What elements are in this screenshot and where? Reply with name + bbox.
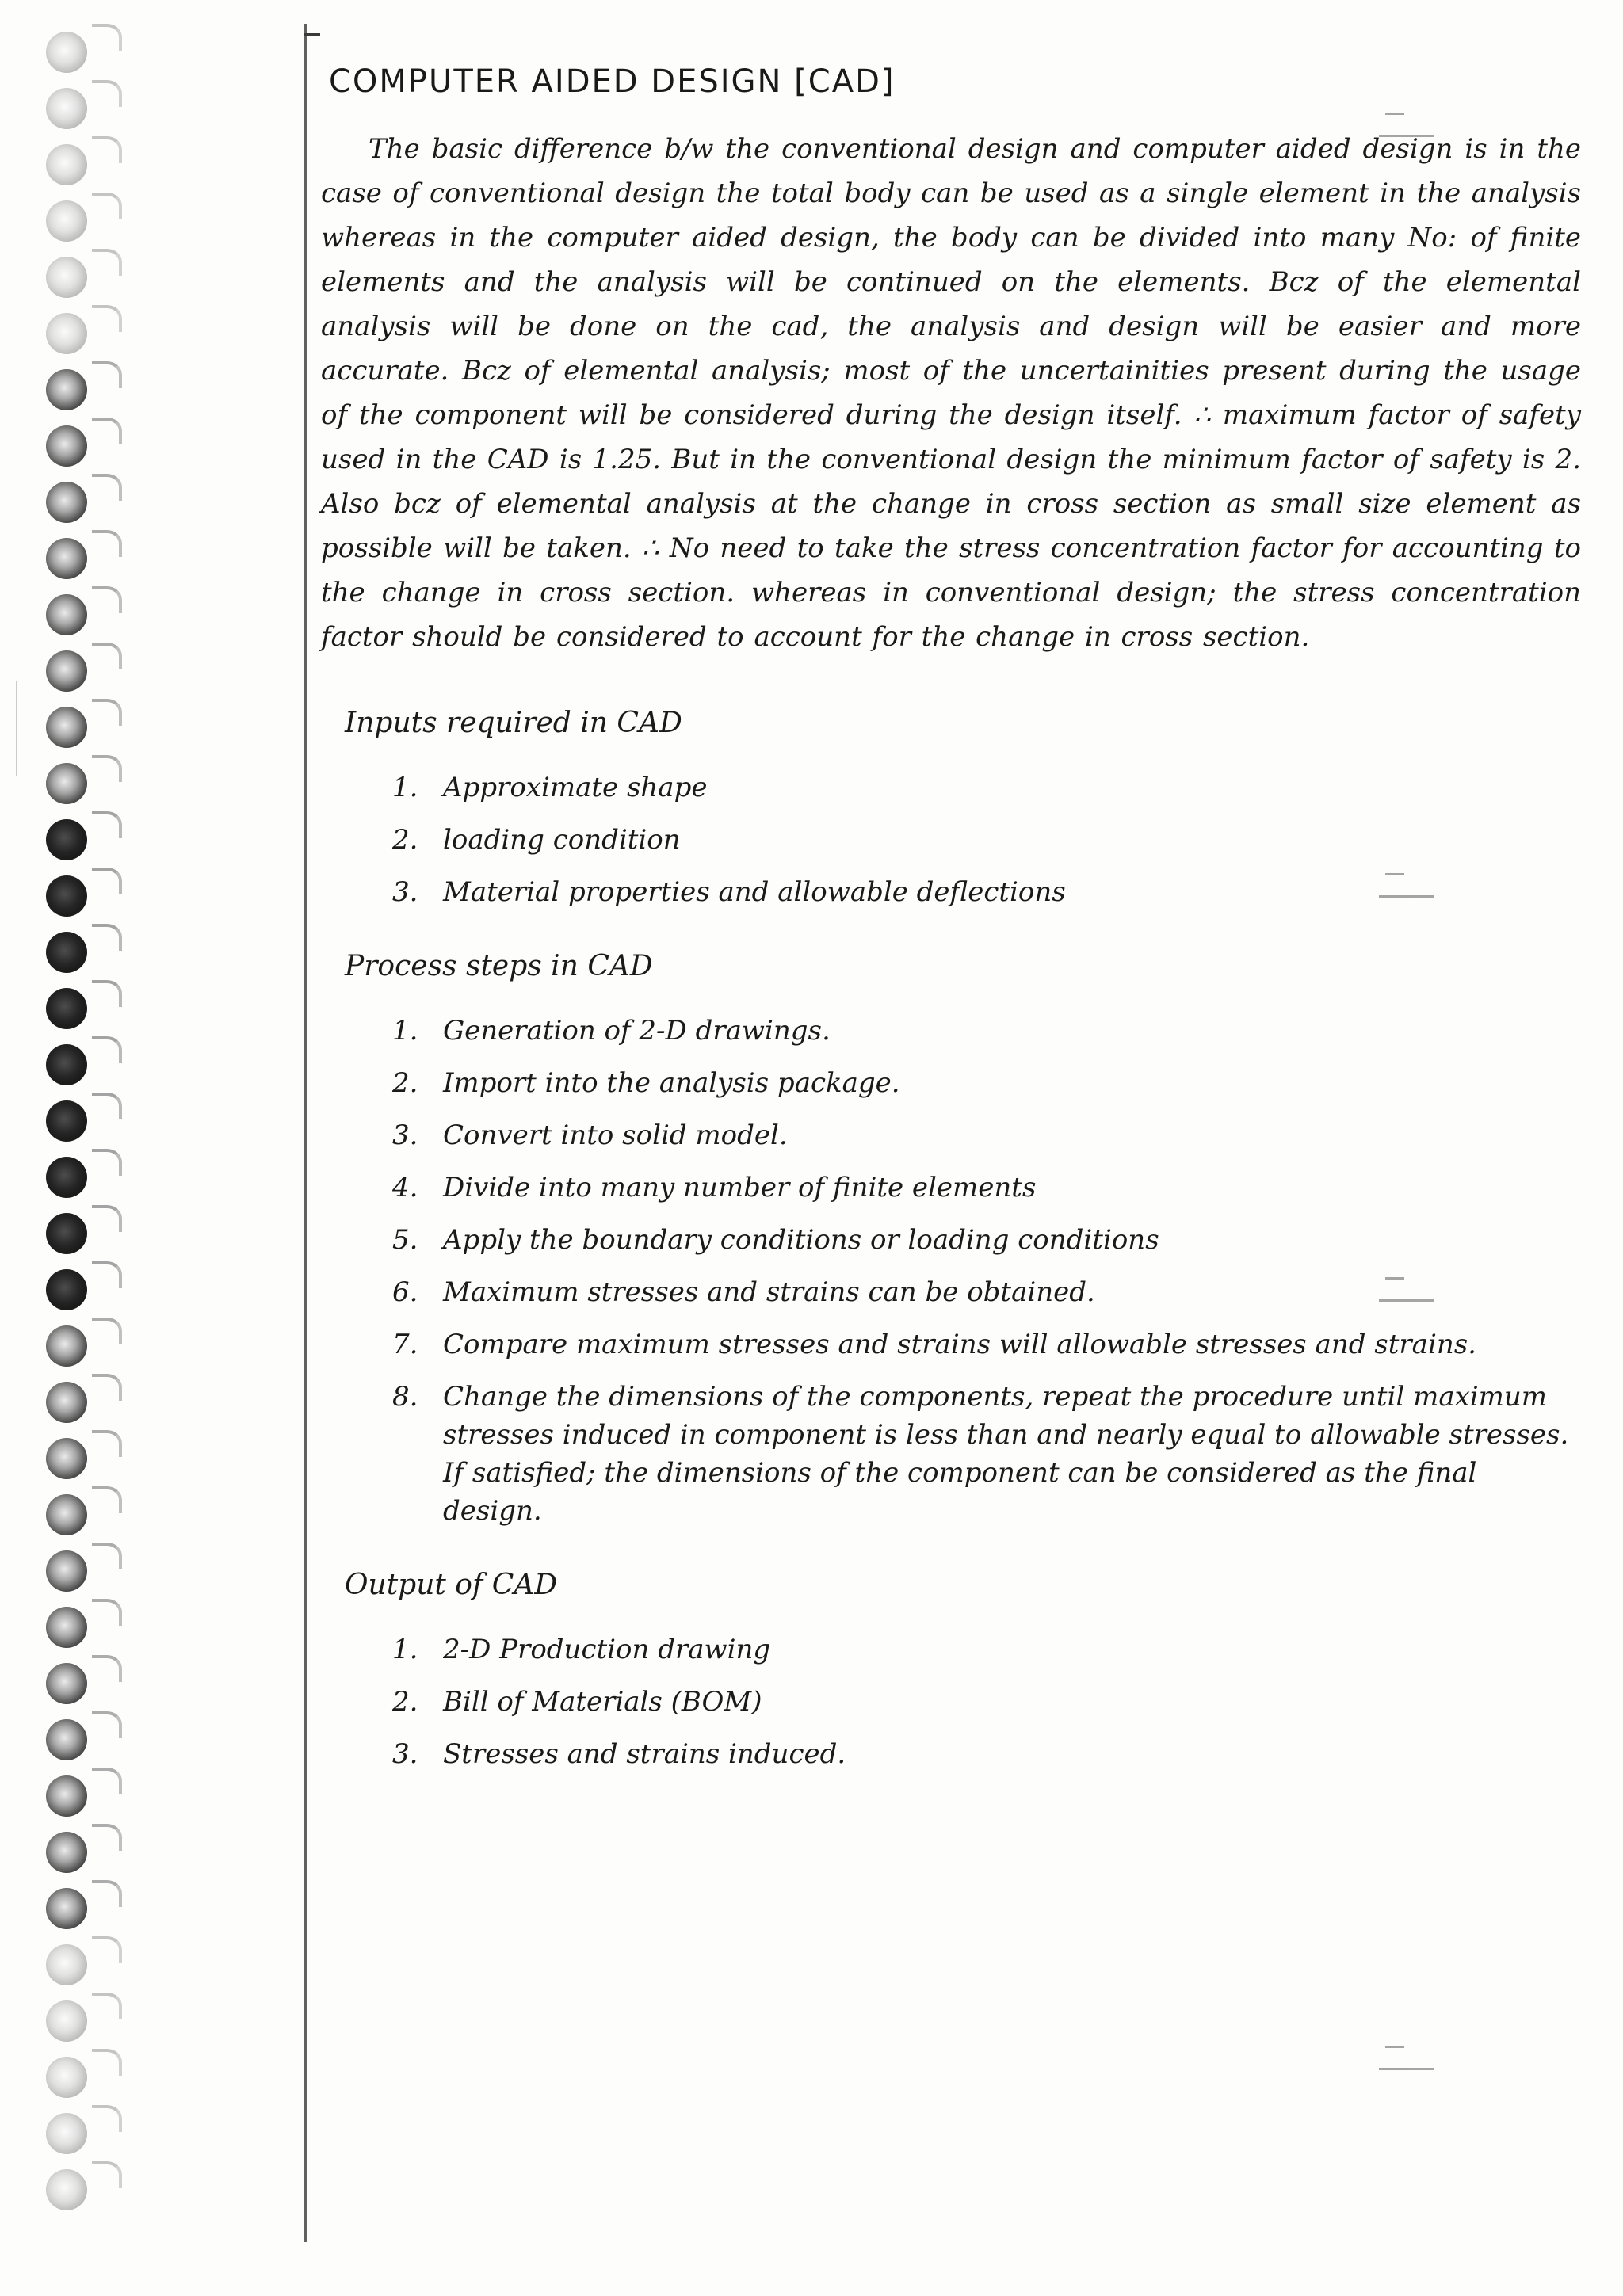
list-item — [392, 1161, 1581, 1214]
binding-hole — [46, 1438, 87, 1479]
item-number: 1. — [392, 1634, 418, 1665]
list-item — [392, 1371, 1581, 1537]
binding-hole — [46, 425, 87, 467]
list-item — [392, 814, 1581, 866]
binding-hole — [46, 1325, 87, 1367]
item-text: Approximate shape — [443, 772, 708, 803]
item-number: 2. — [392, 1067, 418, 1099]
item-text: Material properties and allowable deflections — [443, 876, 1066, 908]
binding-hole — [46, 1607, 87, 1648]
item-text: 2-D Production drawing — [443, 1634, 771, 1665]
margin-tick — [304, 33, 320, 36]
item-text: Apply the boundary conditions or loading conditions — [443, 1224, 1159, 1256]
process-heading: Process steps in CAD — [345, 950, 653, 982]
binding-hole — [46, 482, 87, 523]
item-text: loading condition — [443, 824, 681, 856]
item-text: Divide into many number of finite elements — [443, 1172, 1037, 1203]
binding-hole — [46, 2057, 87, 2098]
item-number: 2. — [392, 1686, 418, 1718]
binding-hole — [46, 1719, 87, 1760]
inputs-heading: Inputs required in CAD — [345, 707, 682, 739]
item-number: 6. — [392, 1276, 418, 1308]
binding-hole — [46, 988, 87, 1029]
binding-hole — [46, 313, 87, 354]
item-number: 4. — [392, 1172, 418, 1203]
list-item — [392, 1623, 1581, 1676]
list-item — [392, 866, 1581, 918]
binding-hole — [46, 1832, 87, 1873]
list-item — [392, 1728, 1581, 1780]
binding-hole — [46, 707, 87, 748]
item-number: 3. — [392, 1738, 418, 1770]
binding-hole — [46, 932, 87, 973]
binding-hole — [46, 88, 87, 129]
binding-hole — [46, 1663, 87, 1704]
item-text: Stresses and strains induced. — [443, 1738, 846, 1770]
binding-hole — [46, 200, 87, 242]
binding-hole — [46, 819, 87, 860]
output-list — [321, 1623, 1581, 1780]
stray-mark — [1379, 2052, 1434, 2070]
binding-hole — [46, 1944, 87, 1985]
binding-hole — [46, 369, 87, 410]
item-number: 3. — [392, 876, 418, 908]
list-item — [392, 1109, 1581, 1161]
item-text: Compare maximum stresses and strains will allowable stresses and strains. — [443, 1329, 1476, 1360]
binding-hole — [46, 650, 87, 692]
binding-hole — [46, 2000, 87, 2042]
binding-hole — [46, 2113, 87, 2154]
binding-hole — [46, 763, 87, 804]
list-item — [392, 1057, 1581, 1109]
binding-hole — [46, 32, 87, 73]
binding-hole — [46, 1494, 87, 1535]
binding-hole — [46, 144, 87, 185]
item-number: 3. — [392, 1119, 418, 1151]
list-item — [392, 1676, 1581, 1728]
edge-marks — [16, 681, 27, 776]
output-heading: Output of CAD — [345, 1569, 558, 1601]
list-item — [392, 1214, 1581, 1266]
binding-hole — [46, 257, 87, 298]
item-text: Generation of 2-D drawings. — [443, 1015, 831, 1047]
binding-hole — [46, 1157, 87, 1198]
binding-hole — [46, 875, 87, 917]
item-number: 1. — [392, 1015, 418, 1047]
intro-paragraph: The basic difference b/w the conventional design and computer aided design is in the case of conventional design the total body can be used as a single element in the analysis whereas in the computer aided design, the body can be divided into many No: of finite elements and the analysis will be continued on the elements. Bcz of the elemental analysis will be done on the cad, the analysis and design will be easier and more accurate. Bcz of elemental analysis; most of the uncertainities present during the usage of the component will be considered during the design itself. ∴ maximum factor of safety used in the CAD is 1.25. But in the conventional design the minimum factor of safety is 2. Also bcz of elemental analysis at the change in cross section as small size element as possible will be taken. ∴ No need to take the stress concentration factor for accounting to the change in cross section. whereas in conventional design; the stress concentration factor should be considered to account for the change in cross section. — [321, 133, 1581, 653]
binding-hole — [46, 1100, 87, 1142]
binding-hole — [46, 1775, 87, 1817]
item-number: 1. — [392, 772, 418, 803]
binding-hole — [46, 1269, 87, 1310]
item-number: 5. — [392, 1224, 418, 1256]
item-text: Import into the analysis package. — [443, 1067, 900, 1099]
item-text: Bill of Materials (BOM) — [443, 1686, 762, 1718]
item-number: 7. — [392, 1329, 418, 1360]
item-number: 8. — [392, 1381, 418, 1413]
list-item — [392, 1266, 1581, 1318]
item-text: Maximum stresses and strains can be obtained. — [443, 1276, 1095, 1308]
binding-hole — [46, 538, 87, 579]
spiral-binding — [46, 32, 133, 2266]
binding-hole — [46, 2169, 87, 2210]
binding-hole — [46, 1550, 87, 1592]
page-title: COMPUTER AIDED DESIGN [CAD] — [329, 63, 896, 100]
margin-line — [304, 24, 307, 2242]
list-item — [392, 1005, 1581, 1057]
list-item — [392, 761, 1581, 814]
list-item — [392, 1318, 1581, 1371]
binding-hole — [46, 1213, 87, 1254]
item-text: Change the dimensions of the components, repeat the procedure until maximum stresses induced in component is less than and nearly equal to allowable stresses. If satisfied; the dimensions of the component can be considered as the final design. — [443, 1381, 1569, 1527]
page-content — [321, 48, 1581, 1812]
binding-hole — [46, 1888, 87, 1929]
binding-hole — [46, 1382, 87, 1423]
binding-hole — [46, 1044, 87, 1085]
inputs-list — [321, 761, 1581, 918]
binding-hole — [46, 594, 87, 635]
process-list — [321, 1005, 1581, 1537]
item-text: Convert into solid model. — [443, 1119, 788, 1151]
item-number: 2. — [392, 824, 418, 856]
